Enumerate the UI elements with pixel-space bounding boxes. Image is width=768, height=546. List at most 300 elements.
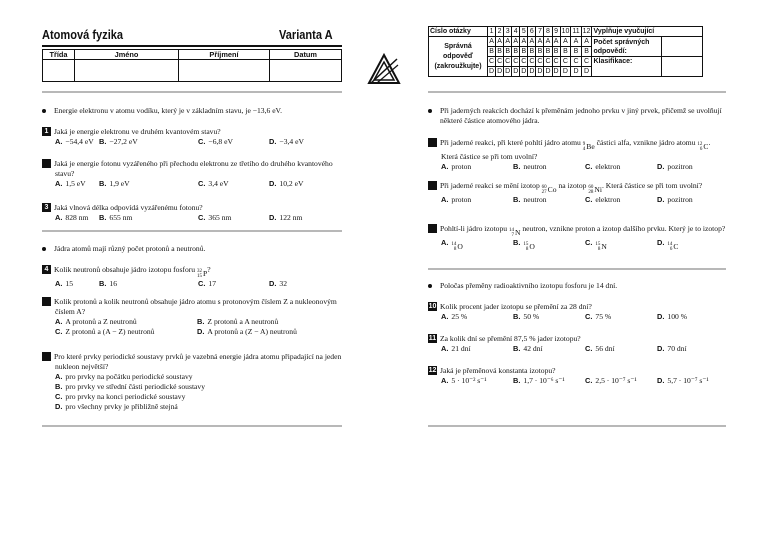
element-symbol: N	[601, 242, 607, 251]
option-c[interactable]	[198, 279, 269, 289]
option-text: pozitron	[667, 195, 693, 204]
question-10	[428, 302, 726, 322]
answer-cell[interactable]: A	[489, 38, 494, 45]
option-d[interactable]	[657, 195, 693, 205]
option-d[interactable]	[55, 402, 178, 412]
question-text: . Která částice se při tom uvolní?	[441, 138, 711, 161]
question-number-badge: 5	[42, 297, 51, 306]
option-c[interactable]	[198, 179, 269, 189]
answer-cell[interactable]: C	[581, 57, 592, 67]
option-letter: A.	[55, 137, 63, 146]
page-title: Atomová fyzika	[42, 27, 124, 42]
element-symbol: C	[673, 242, 679, 251]
answer-label	[429, 37, 488, 77]
element-symbol: Co	[547, 185, 557, 194]
option-a[interactable]	[441, 238, 513, 252]
option-letter: A.	[55, 317, 63, 326]
option-letter: D.	[269, 179, 277, 188]
option-text: A protonů a (Z − A) neutronů	[207, 327, 297, 336]
option-b[interactable]	[197, 317, 278, 327]
answer-cell[interactable]: C	[521, 58, 527, 65]
question-text: Jaká je energie elektronu ve druhém kvantovém stavu?	[54, 127, 221, 136]
option-text: 70 dní	[667, 344, 687, 353]
question-text: Kolik neutronů obsahuje jádro izotopu fosforu	[54, 265, 196, 274]
isotope-co60	[542, 185, 557, 195]
atomic-number: 6	[669, 247, 673, 252]
answer-cell[interactable]: D	[545, 68, 551, 75]
atomic-number: 28	[588, 190, 594, 195]
option-d[interactable]	[269, 213, 302, 223]
option-a[interactable]	[441, 344, 513, 354]
option-c[interactable]	[55, 392, 185, 402]
option-b[interactable]	[55, 382, 205, 392]
atomic-number: 7	[511, 233, 514, 238]
option-text: 5 · 10⁻² s⁻¹	[451, 376, 487, 385]
qnum: 10	[561, 28, 570, 35]
option-c[interactable]	[585, 162, 657, 172]
option-letter: D.	[657, 162, 665, 171]
question-tail: ?	[207, 265, 211, 274]
option-letter: C.	[585, 162, 593, 171]
answer-cell[interactable]: B	[529, 48, 535, 55]
answer-cell[interactable]: D	[537, 68, 543, 75]
option-text: proton	[451, 162, 472, 171]
option-letter: C.	[585, 238, 593, 247]
element-symbol: Ni	[594, 185, 602, 194]
option-a[interactable]	[55, 279, 99, 289]
option-text: pro prvky ve střední části periodické soustavy	[65, 382, 206, 391]
answer-cell[interactable]: A	[505, 38, 510, 45]
option-letter: C.	[585, 344, 593, 353]
option-text: 1,5 eV	[65, 179, 86, 188]
answer-cell[interactable]: B	[489, 48, 494, 55]
question-text: . Která částice se při tom uvolní?	[601, 181, 703, 190]
option-b[interactable]	[513, 312, 585, 322]
answer-cell[interactable]: D	[560, 67, 571, 77]
answer-cell[interactable]: D	[513, 68, 519, 75]
option-text: A protonů a Z neutronů	[65, 317, 137, 326]
option-letter: B.	[513, 162, 521, 171]
isotope-c12	[697, 142, 708, 152]
intro-halflife	[428, 281, 726, 291]
question-text: Kolik protonů a kolik neutronů obsahuje jádro atomu s protonovým číslem Z a nukleonovým číslem A?	[54, 297, 337, 316]
variant-label: Varianta A	[279, 27, 333, 42]
option-letter: B.	[513, 344, 521, 353]
answer-cell[interactable]: A	[571, 37, 581, 47]
mass-number: 14	[508, 228, 514, 233]
option-letter: C.	[585, 376, 593, 385]
option-text: 17	[208, 279, 216, 288]
option-text: 25 %	[451, 312, 468, 321]
option-text: 10,2 eV	[279, 179, 304, 188]
option-a[interactable]	[441, 195, 513, 205]
correct-count-box[interactable]	[661, 37, 702, 56]
atomic-number: 8	[597, 247, 601, 252]
mass-number: 60	[588, 185, 594, 190]
answer-cell[interactable]: B	[545, 48, 551, 55]
option-letter: D.	[55, 402, 63, 411]
option-b[interactable]	[99, 279, 198, 289]
triangle-logo-icon	[367, 53, 401, 87]
option-letter: C.	[585, 195, 593, 204]
isotope-option	[595, 242, 606, 252]
option-b[interactable]	[99, 137, 198, 147]
option-letter: C.	[55, 392, 63, 401]
option-a[interactable]	[55, 179, 99, 189]
isotope-be9	[583, 142, 595, 152]
answer-cell[interactable]: C	[553, 58, 559, 65]
option-d[interactable]	[657, 238, 678, 252]
option-letter: B.	[197, 317, 205, 326]
intro-reactions	[428, 106, 738, 126]
element-symbol: C	[703, 142, 709, 151]
answer-cell[interactable]: D	[571, 67, 581, 77]
question-number-badge: 1	[42, 127, 51, 136]
question-number-label: Číslo otázky	[429, 27, 488, 37]
answer-cell[interactable]: D	[497, 68, 503, 75]
atomic-number: 15	[197, 274, 202, 279]
answer-cell[interactable]: A	[581, 37, 592, 47]
option-a[interactable]	[55, 213, 99, 223]
option-d[interactable]	[657, 344, 687, 354]
option-letter: D.	[269, 279, 277, 288]
class-field[interactable]	[43, 60, 75, 82]
name-field[interactable]	[75, 60, 179, 82]
option-letter: D.	[657, 238, 665, 247]
question-text: Kolik procent jader izotopu se přemění za 28 dní?	[440, 302, 592, 311]
correct-count-cell	[592, 37, 703, 57]
answer-cell[interactable]: D	[581, 67, 592, 77]
option-text: −3,4 eV	[279, 137, 304, 146]
option-letter: A.	[55, 372, 63, 381]
option-text: 42 dní	[523, 344, 543, 353]
answer-cell[interactable]: B	[505, 48, 510, 55]
option-d[interactable]	[269, 279, 287, 289]
question-number-badge: 7	[428, 138, 437, 147]
answer-cell[interactable]: D	[521, 68, 527, 75]
option-text: elektron	[595, 195, 621, 204]
option-a[interactable]	[441, 312, 513, 322]
option-b[interactable]	[513, 344, 585, 354]
answer-cell[interactable]: B	[537, 48, 543, 55]
answer-cell[interactable]: A	[497, 38, 502, 45]
option-c[interactable]	[198, 213, 269, 223]
mass-number: 60	[541, 185, 547, 190]
qnum: 9	[552, 27, 560, 37]
option-letter: D.	[657, 195, 665, 204]
element-symbol: N	[514, 228, 521, 237]
option-letter: A.	[441, 195, 449, 204]
intro-text: Poločas přeměny radioaktivního izotopu fosforu je 14 dní.	[440, 281, 618, 290]
option-text: 75 %	[595, 312, 612, 321]
mass-number: 14	[451, 242, 457, 247]
option-text: 32	[279, 279, 287, 288]
question-number-badge: 12	[428, 367, 437, 374]
option-b[interactable]	[513, 376, 585, 386]
atomic-number: 8	[525, 247, 529, 252]
option-letter: D.	[269, 137, 277, 146]
option-a[interactable]	[55, 137, 99, 147]
option-text: elektron	[595, 162, 621, 171]
option-letter: B.	[513, 312, 521, 321]
answer-cell[interactable]: A	[553, 38, 559, 45]
qnum: 8	[544, 27, 552, 37]
option-text: 2,5 · 10⁻⁷ s⁻¹	[595, 376, 637, 385]
option-c[interactable]	[585, 195, 657, 205]
option-text: 56 dní	[595, 344, 615, 353]
answer-cell[interactable]: C	[489, 58, 495, 65]
isotope-ni60	[588, 185, 602, 195]
option-text: pro prvky na konci periodické soustavy	[65, 392, 186, 401]
answer-label-3: (zakroužkujte)	[434, 62, 482, 70]
question-4	[42, 265, 342, 289]
atomic-number: 6	[699, 147, 703, 152]
answer-sheet	[428, 26, 703, 77]
option-text: −6,8 eV	[208, 137, 233, 146]
answer-cell[interactable]: D	[553, 68, 559, 75]
isotope-n14	[509, 228, 520, 238]
option-c[interactable]	[585, 312, 657, 322]
option-text: 1,7 · 10⁻⁶ s⁻¹	[523, 376, 565, 385]
option-text: 16	[109, 279, 117, 288]
option-letter: B.	[99, 279, 107, 288]
surname-field[interactable]	[179, 60, 270, 82]
mass-number: 9	[582, 142, 586, 147]
option-d[interactable]	[197, 327, 297, 337]
option-letter: D.	[657, 312, 665, 321]
option-letter: C.	[198, 213, 206, 222]
question-number-badge: 11	[428, 335, 437, 342]
qnum: 5	[520, 27, 528, 37]
option-letter: B.	[513, 195, 521, 204]
option-text: 21 dní	[451, 344, 471, 353]
option-a[interactable]	[441, 162, 513, 172]
option-a[interactable]	[441, 376, 513, 386]
answer-cell[interactable]: C	[537, 58, 543, 65]
option-text: Z protonů a A neutronů	[207, 317, 279, 326]
option-text: 828 nm	[65, 213, 89, 222]
option-letter: A.	[441, 312, 449, 321]
bullet-icon	[428, 109, 432, 113]
option-b[interactable]	[99, 179, 198, 189]
qnum: 12	[582, 28, 591, 35]
answer-label-2: odpověď	[443, 52, 473, 60]
option-c[interactable]	[55, 327, 197, 337]
option-letter: A.	[441, 162, 449, 171]
option-c[interactable]	[585, 238, 657, 252]
question-text: Za kolik dní se přemění 87,5 % jader izotopu?	[440, 334, 581, 343]
question-11	[428, 334, 726, 354]
option-b[interactable]	[513, 195, 585, 205]
question-number-badge: 10	[428, 303, 437, 310]
option-b[interactable]	[99, 213, 198, 223]
mass-number: 15	[523, 242, 529, 247]
option-text: 5,7 · 10⁻⁷ s⁻¹	[667, 376, 709, 385]
atomic-number: 27	[541, 190, 547, 195]
answer-cell[interactable]: A	[537, 38, 543, 45]
intro-text: Jádra atomů mají různý počet protonů a neutronů.	[54, 244, 206, 253]
option-letter: C.	[198, 279, 206, 288]
option-text: pro všechny prvky je přibližně stejná	[65, 402, 178, 411]
question-text: neutron, vznikne proton a izotop dalšího prvku. Který je to izotop?	[522, 224, 726, 233]
answer-cell[interactable]: D	[505, 68, 511, 75]
option-a[interactable]	[55, 317, 197, 327]
option-letter: A.	[55, 213, 63, 222]
qnum: 7	[536, 27, 544, 37]
student-info-table	[42, 49, 342, 82]
qnum: 11	[572, 28, 580, 35]
answer-cell[interactable]: B	[571, 47, 581, 57]
answer-cell[interactable]: C	[560, 57, 571, 67]
option-a[interactable]	[55, 372, 193, 382]
option-text: 50 %	[523, 312, 540, 321]
option-letter: D.	[197, 327, 205, 336]
col-surname: Příjmení	[179, 50, 270, 60]
answer-cell[interactable]: D	[529, 68, 535, 75]
qnum: 6	[528, 27, 536, 37]
question-text: Pro které prvky periodické soustavy prvků je vazebná energie jádra atomu připadající na jeden nukleon největší?	[54, 352, 342, 371]
question-text: Při jaderné reakci se mění izotop	[440, 181, 540, 190]
isotope-option	[451, 242, 462, 252]
answer-cell[interactable]: A	[545, 38, 551, 45]
option-d[interactable]	[269, 137, 304, 147]
col-name: Jméno	[75, 50, 179, 60]
option-text: neutron	[523, 162, 547, 171]
answer-cell[interactable]: A	[529, 38, 535, 45]
option-d[interactable]	[657, 312, 687, 322]
answer-cell[interactable]: C	[545, 58, 551, 65]
option-b[interactable]	[513, 162, 585, 172]
qnum: 3	[504, 27, 512, 37]
intro-text: Při jaderných reakcích dochází k přeměnám jednoho prvku v jiný prvek, přičemž se uvolňují některé částice atomového jádra.	[440, 106, 722, 125]
answer-cell[interactable]: D	[489, 68, 495, 75]
intro-hydrogen	[42, 106, 342, 116]
answer-cell[interactable]: C	[505, 58, 511, 65]
option-letter: B.	[513, 238, 521, 247]
option-letter: D.	[269, 213, 277, 222]
question-8	[424, 181, 726, 205]
option-text: pozitron	[667, 162, 693, 171]
question-text: Pohltí-li jádro izotopu	[440, 224, 508, 233]
option-c[interactable]	[198, 137, 269, 147]
atomic-number: 4	[582, 147, 586, 152]
option-letter: B.	[99, 137, 107, 146]
mass-number: 32	[197, 269, 202, 274]
question-number-badge: 9	[428, 224, 437, 233]
answer-cell[interactable]: C	[513, 58, 519, 65]
option-c[interactable]	[585, 376, 657, 386]
option-b[interactable]	[513, 238, 585, 252]
option-d[interactable]	[269, 179, 303, 189]
option-text: 15	[65, 279, 73, 288]
option-text: 1,9 eV	[109, 179, 130, 188]
option-c[interactable]	[585, 344, 657, 354]
answer-cell[interactable]: B	[497, 48, 502, 55]
option-d[interactable]	[657, 162, 693, 172]
question-text: Jaká je přeměnová konstanta izotopu?	[440, 366, 556, 375]
option-letter: C.	[198, 137, 206, 146]
element-symbol: Be	[586, 142, 595, 151]
qnum: 4	[512, 27, 520, 37]
bullet-icon	[42, 247, 46, 251]
intro-text: Energie elektronu v atomu vodíku, který je v základním stavu, je −13,6 eV.	[54, 106, 282, 115]
isotope-p32	[197, 269, 207, 279]
question-7	[424, 138, 726, 172]
bullet-icon	[42, 109, 46, 113]
option-letter: C.	[198, 179, 206, 188]
question-9	[424, 224, 726, 252]
element-symbol: P	[203, 269, 208, 278]
option-text: 100 %	[667, 312, 688, 321]
question-12	[428, 366, 726, 386]
date-field[interactable]	[270, 60, 342, 82]
question-1	[42, 127, 342, 147]
question-number-badge: 4	[42, 265, 51, 274]
bullet-icon	[428, 284, 432, 288]
option-letter: C.	[585, 312, 593, 321]
option-letter: A.	[441, 238, 449, 247]
option-letter: B.	[55, 382, 63, 391]
option-letter: A.	[55, 279, 63, 288]
mass-number: 14	[667, 242, 673, 247]
option-letter: A.	[441, 344, 449, 353]
option-text: proton	[451, 195, 472, 204]
question-text: Jaká vlnová délka odpovídá vyzářenému fotonu?	[54, 203, 203, 212]
answer-cell[interactable]: C	[497, 58, 503, 65]
option-text: neutron	[523, 195, 547, 204]
answer-cell[interactable]: B	[513, 48, 519, 55]
isotope-option	[523, 242, 534, 252]
option-text: 365 nm	[208, 213, 232, 222]
col-class: Třída	[43, 50, 75, 60]
answer-cell[interactable]: B	[560, 47, 571, 57]
option-text: −27,2 eV	[109, 137, 138, 146]
option-letter: C.	[55, 327, 63, 336]
answer-cell[interactable]: A	[560, 37, 571, 47]
question-text: Jaká je energie fotonu vyzářeného při přechodu elektronu ze třetího do druhého kvantového stavu?	[54, 159, 333, 178]
question-text: Při jaderné reakci, při které pohltí jádro atomu	[440, 138, 581, 147]
answer-cell[interactable]: B	[521, 48, 527, 55]
option-text: 655 nm	[109, 213, 133, 222]
answer-label-1: Správná	[444, 42, 472, 50]
question-6	[38, 352, 342, 412]
answer-cell[interactable]: C	[529, 58, 535, 65]
question-5	[38, 297, 342, 337]
answer-cell[interactable]: A	[521, 38, 527, 45]
mass-number: 12	[697, 142, 703, 147]
element-symbol: O	[529, 242, 535, 251]
qnum: 1	[488, 27, 496, 37]
isotope-option	[667, 242, 678, 252]
mass-number: 15	[595, 242, 601, 247]
question-number-badge: 3	[42, 203, 51, 212]
answer-cell[interactable]: C	[571, 57, 581, 67]
option-letter: D.	[657, 344, 665, 353]
option-d[interactable]	[657, 376, 709, 386]
option-letter: B.	[513, 376, 521, 385]
question-2	[38, 159, 342, 189]
answer-cell[interactable]: B	[581, 47, 592, 57]
option-letter: B.	[99, 179, 107, 188]
answer-cell[interactable]: B	[553, 48, 559, 55]
classification-box[interactable]	[661, 57, 702, 76]
answer-cell[interactable]: A	[513, 38, 519, 45]
qnum: 2	[496, 27, 504, 37]
option-text: 3,4 eV	[208, 179, 229, 188]
classification-label: Klasifikace:	[593, 58, 633, 65]
option-letter: B.	[99, 213, 107, 222]
question-number-badge: 8	[428, 181, 437, 190]
